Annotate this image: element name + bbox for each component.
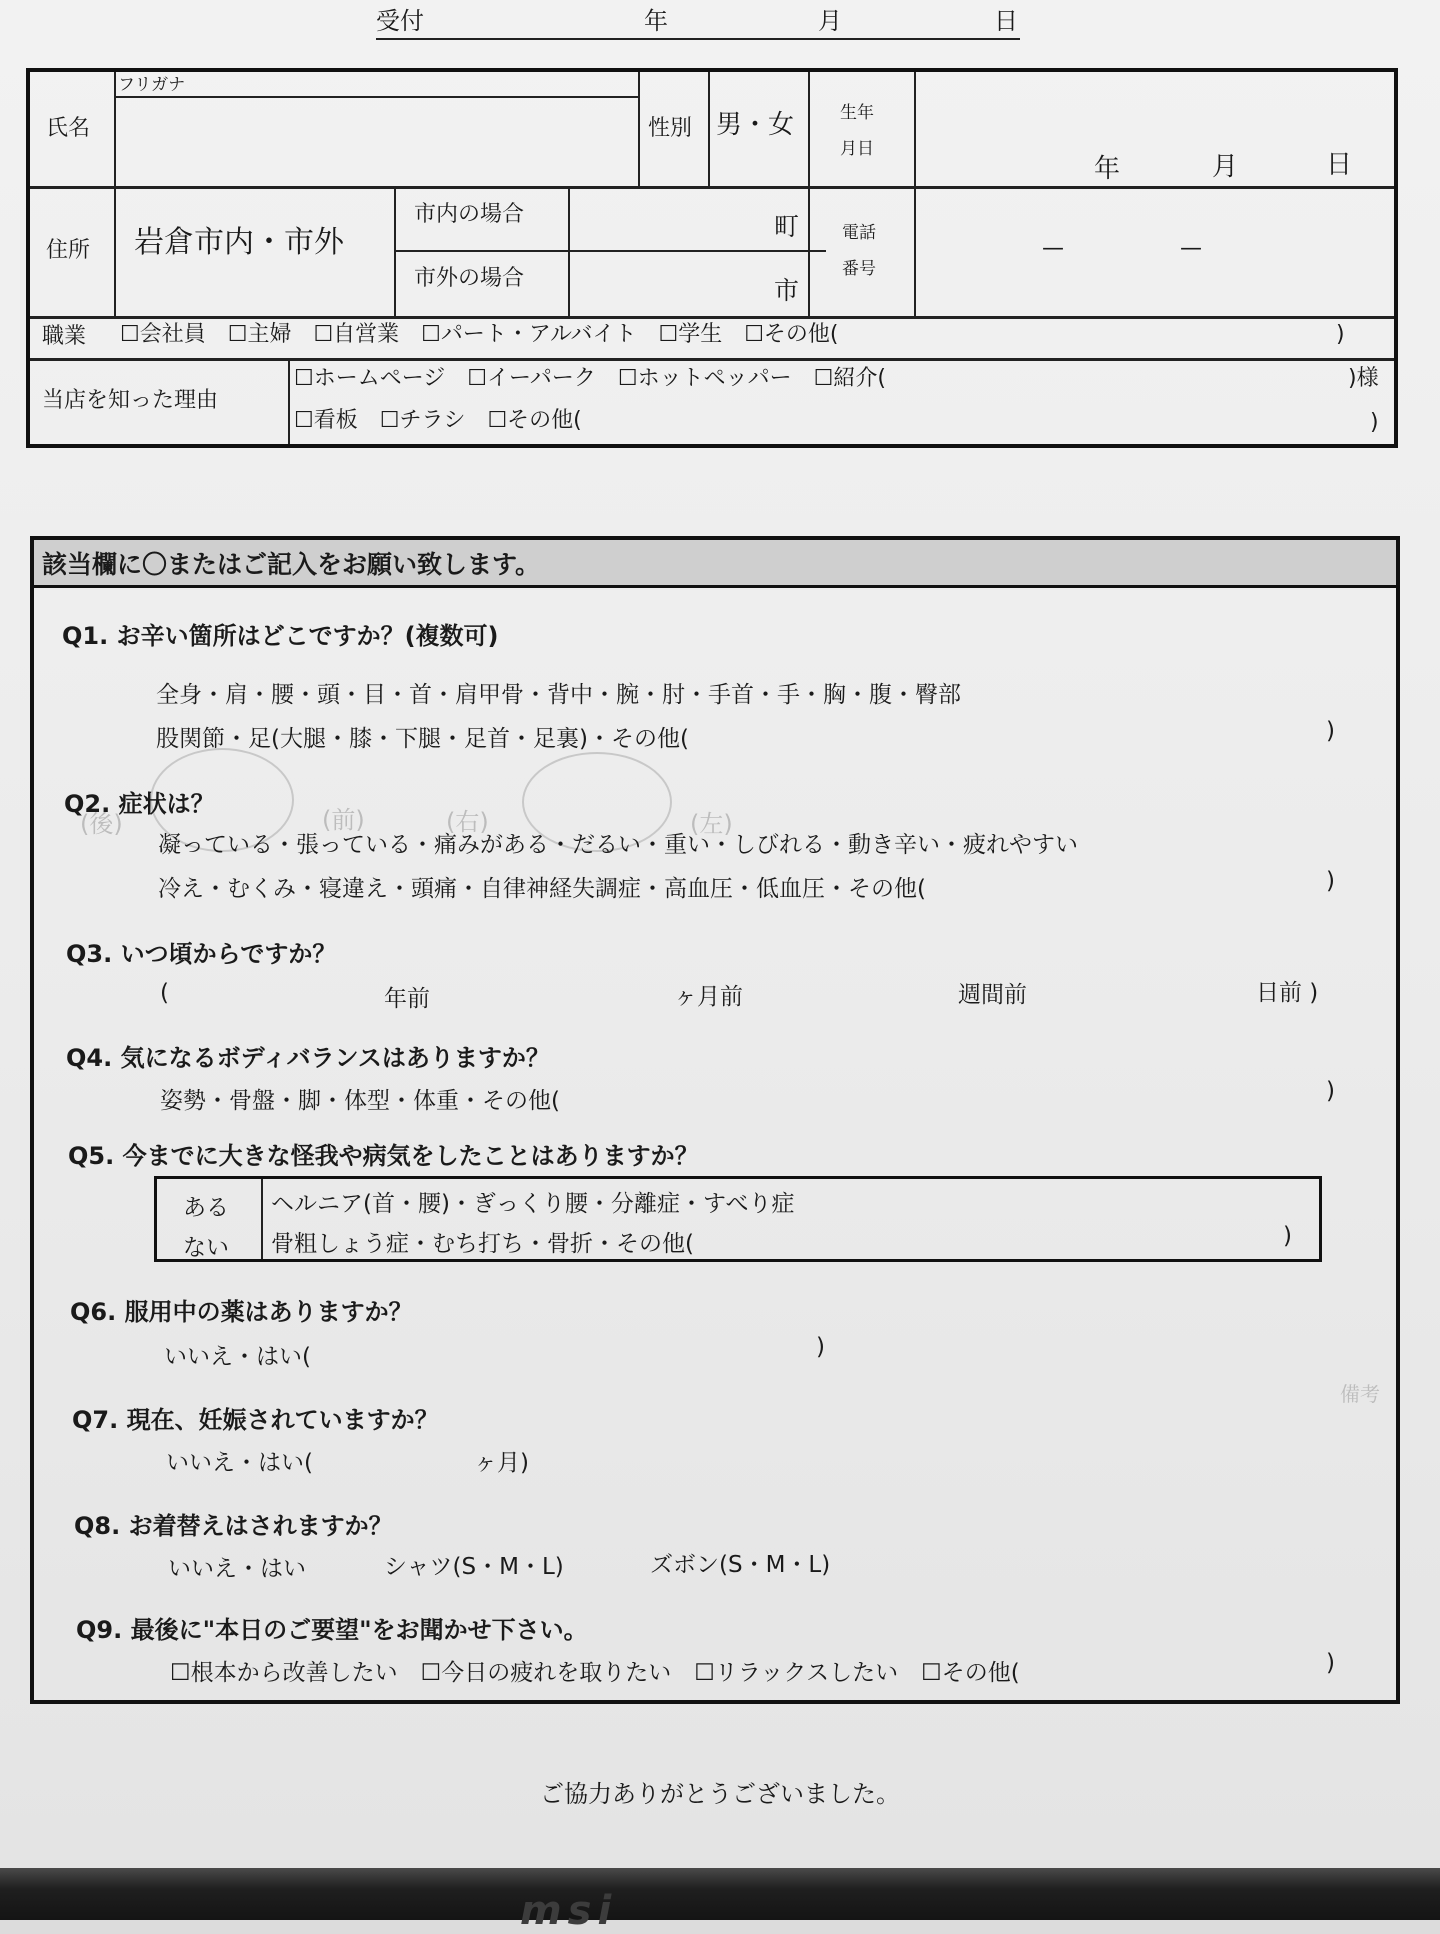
phone-field[interactable] [920,190,1390,312]
furigana-label: フリガナ [118,75,186,95]
q2-title: Q2. 症状は？ [64,790,215,818]
q4-close: ) [1326,1078,1335,1104]
q3-months[interactable]: ヶ月前 [674,984,743,1010]
outside-city-label: 市外の場合 [414,266,525,291]
birth-day: 日 [1326,150,1353,180]
col-birth-right [914,72,916,316]
q5-title: Q5. 今までに大きな怪我や病気をしたことはありますか？ [68,1142,699,1170]
job-close: ) [1336,322,1345,347]
q3-years[interactable]: 年前 [384,986,430,1012]
address-city-options[interactable]: 岩倉市内・市外 [134,225,344,260]
q7-title: Q7. 現在、妊娠されていますか？ [72,1406,439,1434]
gender-label: 性別 [648,116,693,141]
reception-day: 日 [994,7,1018,35]
q6-title: Q6. 服用中の薬はありますか？ [70,1298,413,1326]
laptop-brand-logo: msi [520,1888,618,1934]
birth-date-field[interactable] [920,76,1390,182]
bleed-text-right: (右) [446,808,489,836]
reason-line2-end: ) [1370,410,1379,435]
phone-label-1: 電話 [842,223,876,243]
q3-weeks[interactable]: 週間前 [958,982,1027,1008]
birth-month: 月 [1212,152,1239,182]
gender-options[interactable]: 男・女 [716,110,795,140]
q3-days[interactable]: 日前 ) [1256,980,1319,1006]
q5-close: ) [1283,1223,1292,1249]
q8-pants[interactable]: ズボン(S・M・L) [650,1552,831,1578]
col-address-city [394,186,396,316]
inside-city-suffix: 町 [774,212,800,241]
q5-line1[interactable]: ヘルニア(首・腰)・ぎっくり腰・分離症・すべり症 [271,1191,795,1217]
q5-yes[interactable]: ある [183,1195,229,1221]
reason-line1[interactable]: ☐ホームページ ☐イーパーク ☐ホットペッパー ☐紹介( [294,366,886,391]
q1-line1[interactable]: 全身・肩・腰・頭・目・首・肩甲骨・背中・腕・肘・手首・手・胸・腹・臀部 [156,682,961,708]
q6-close: ) [816,1334,825,1360]
reception-label: 受付 [376,7,424,35]
q1-title: Q1. お辛い箇所はどこですか？(複数可) [62,622,499,650]
inside-city-label: 市内の場合 [414,202,525,227]
name-label: 氏名 [46,116,91,141]
row-divider-1 [30,186,1394,189]
questionnaire-header: 該当欄に〇またはご記入をお願い致します。 [34,540,1396,588]
q2-close: ) [1326,868,1335,894]
phone-label-2: 番号 [842,259,876,279]
birth-year: 年 [1094,154,1121,184]
reason-line1-end: )様 [1348,366,1379,391]
q3-title: Q3. いつ頃からですか？ [66,940,337,968]
q4-line1[interactable]: 姿勢・骨盤・脚・体型・体重・その他( [160,1088,560,1114]
footer-thanks: ご協力ありがとうございました。 [540,1780,900,1808]
col-birth-left [808,72,810,316]
q9-close: ) [1326,1650,1335,1676]
bleed-text-left: (左) [690,810,733,838]
birth-label-1: 生年 [840,103,874,123]
bleed-text-front: (前) [322,806,365,834]
address-mid-divider [394,250,826,252]
q5-answer-separator [261,1179,263,1259]
reason-line2[interactable]: ☐看板 ☐チラシ ☐その他( [294,408,582,433]
reason-label: 当店を知った理由 [42,388,219,413]
bleed-text-remarks: 備考 [1340,1382,1380,1406]
personal-info-table [26,68,1398,448]
name-field[interactable] [120,102,632,182]
birth-label-2: 月日 [840,139,874,159]
job-options[interactable]: ☐会社員 ☐主婦 ☐自営業 ☐パート・アルバイト ☐学生 ☐その他( [120,322,839,347]
q6-line1[interactable]: いいえ・はい( [164,1344,311,1370]
q7-line1[interactable]: いいえ・はい( [166,1450,313,1476]
row-divider-3 [30,358,1394,361]
phone-dash-2: — [1180,236,1202,261]
address-label: 住所 [46,238,91,263]
q8-title: Q8. お着替えはされますか？ [74,1512,393,1540]
row-divider-2 [30,316,1394,319]
bleed-text-back: (後) [80,810,123,838]
reception-month: 月 [818,7,842,35]
questionnaire-box [30,536,1400,1704]
q5-answer-box [154,1176,1322,1262]
outside-city-field[interactable] [574,254,770,312]
q3-open: ( [160,980,169,1006]
q4-title: Q4. 気になるボディバランスはありますか？ [66,1044,550,1072]
q2-line2[interactable]: 冷え・むくみ・寝違え・頭痛・自律神経失調症・高血圧・低血圧・その他( [158,876,926,902]
col-address-field [568,186,570,316]
reception-year: 年 [644,7,668,35]
q5-no[interactable]: ない [183,1235,229,1261]
q9-line1[interactable]: ☐根本から改善したい ☐今日の疲れを取りたい ☐リラックスしたい ☐その他( [170,1660,1020,1686]
col-reason [288,358,290,444]
col-gender-left [638,72,640,186]
q8-shirt[interactable]: シャツ(S・M・L) [384,1554,564,1580]
q1-close: ) [1326,718,1335,744]
col-name [114,72,116,316]
q9-title: Q9. 最後に"本日のご要望"をお聞かせ下さい。 [76,1616,588,1644]
outside-city-suffix: 市 [774,276,800,305]
q8-line1[interactable]: いいえ・はい [168,1556,306,1582]
q7-close[interactable]: ヶ月) [474,1450,529,1476]
phone-dash-1: — [1042,236,1064,261]
col-gender-right [708,72,710,186]
furigana-divider [114,96,638,98]
q2-line1[interactable]: 凝っている・張っている・痛みがある・だるい・重い・しびれる・動き辛い・疲れやすい [158,832,1078,858]
q5-line2[interactable]: 骨粗しょう症・むち打ち・骨折・その他( [271,1231,694,1257]
job-label: 職業 [42,324,87,349]
q1-line2[interactable]: 股関節・足(大腿・膝・下腿・足首・足裏)・その他( [156,726,689,752]
reception-date-line [376,6,1020,40]
inside-city-field[interactable] [574,190,770,246]
